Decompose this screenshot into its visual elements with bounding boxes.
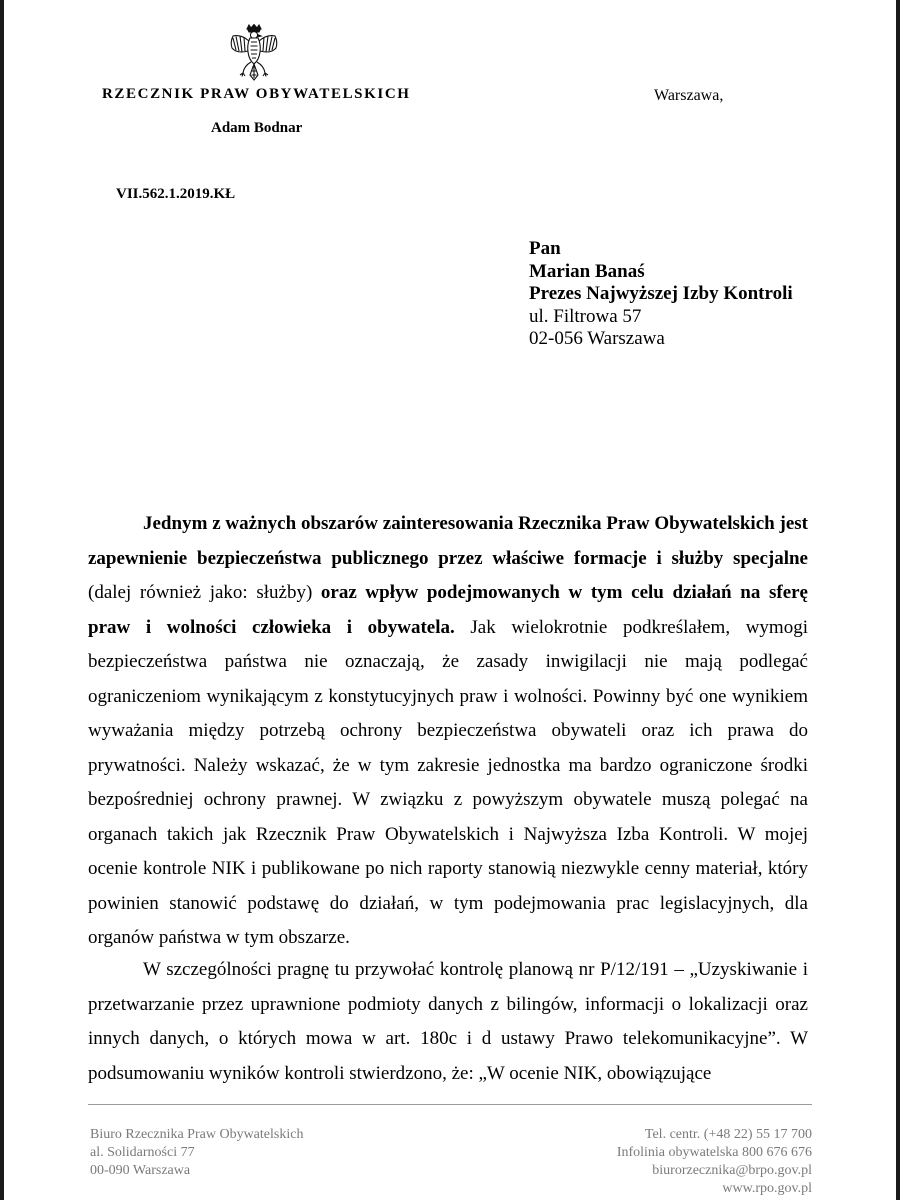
city-date-line: Warszawa, bbox=[654, 87, 724, 104]
p1-text: Jak wielokrotnie podkreślałem, wymogi bezpieczeństwa państwa nie oznaczają, że zasady inwigilacji nie mają podlegać ograniczeniom wynikającym z konstytucyjnych praw i wolności. Powinny być one wynikiem wyważania między potrzebą ochrony bezpieczeństwa obywateli oraz ich prawa do prywatności. Należy wskazać, że w tym zakresie jednostka ma bardzo ograniczone środki bezpośredniej ochrony prawnej. W związku z powyższym obywatele muszą polegać na organach takich jak Rzecznik Praw Obywatelskich i Najwyższa Izba Kontroli. W mojej ocenie kontrole NIK i publikowane po nich raporty stanowią niezwykle cenny materiał, który powinien stanowić podstawę do działań, w tym podejmowania prac legislacyjnych, dla organów państwa w tym obszarze. bbox=[88, 616, 808, 948]
footer-office-name: Biuro Rzecznika Praw Obywatelskich bbox=[90, 1127, 304, 1142]
addressee-name: Marian Banaś bbox=[529, 260, 645, 282]
p1-bold-lead: Jednym z ważnych obszarów zainteresowania Rzecznika Praw Obywatelskich jest zapewnienie bezpieczeństwa publicznego przez właściwe formacje i służby specjalne bbox=[88, 513, 808, 569]
body-paragraph-1 bbox=[88, 507, 808, 956]
left-page-edge bbox=[0, 0, 4, 1200]
footer-address bbox=[90, 1126, 303, 1180]
footer-email: biurorzecznika@brpo.gov.pl bbox=[652, 1163, 812, 1178]
addressee-street: ul. Filtrowa 57 bbox=[529, 305, 642, 327]
right-page-edge bbox=[896, 0, 900, 1200]
addressee-block bbox=[529, 238, 793, 351]
footer-website: www.rpo.gov.pl bbox=[722, 1181, 812, 1196]
p1-parenthetical: (dalej również jako: służby) bbox=[88, 582, 321, 603]
addressee-salutation: Pan bbox=[529, 238, 561, 259]
reference-number: VII.562.1.2019.KŁ bbox=[116, 186, 236, 202]
ombudsman-name: Adam Bodnar bbox=[211, 120, 303, 136]
p1-bold-continuation: oraz wpływ podejmowanych w tym celu działań na sferę praw i wolności człowieka i obywatela. bbox=[88, 582, 808, 638]
body-paragraph-2: W szczególności pragnę tu przywołać kontrolę planową nr P/12/191 – „Uzyskiwanie i przetwarzanie przez uprawnione podmioty danych z bilingów, informacji o lokalizacji oraz innych danych, o których mowa w art. 180c i d ustawy Prawo telekomunikacyjne”. W podsumowaniu wyników kontroli stwierdzono, że: „W ocenie NIK, obowiązujące bbox=[88, 959, 808, 1084]
footer-phone: Tel. centr. (+48 22) 55 17 700 bbox=[644, 1127, 812, 1142]
addressee-title: Prezes Najwyższej Izby Kontroli bbox=[529, 283, 793, 304]
footer-hotline: Infolinia obywatelska 800 676 676 bbox=[616, 1145, 812, 1160]
polish-eagle-emblem-icon bbox=[229, 24, 279, 82]
footer-street: al. Solidarności 77 bbox=[90, 1145, 195, 1160]
institution-name: RZECZNIK PRAW OBYWATELSKICH bbox=[102, 86, 411, 102]
footer-divider bbox=[88, 1104, 812, 1105]
addressee-postcode-city: 02-056 Warszawa bbox=[529, 328, 665, 349]
footer-postcode-city: 00-090 Warszawa bbox=[90, 1163, 191, 1178]
footer-contact bbox=[617, 1126, 812, 1198]
